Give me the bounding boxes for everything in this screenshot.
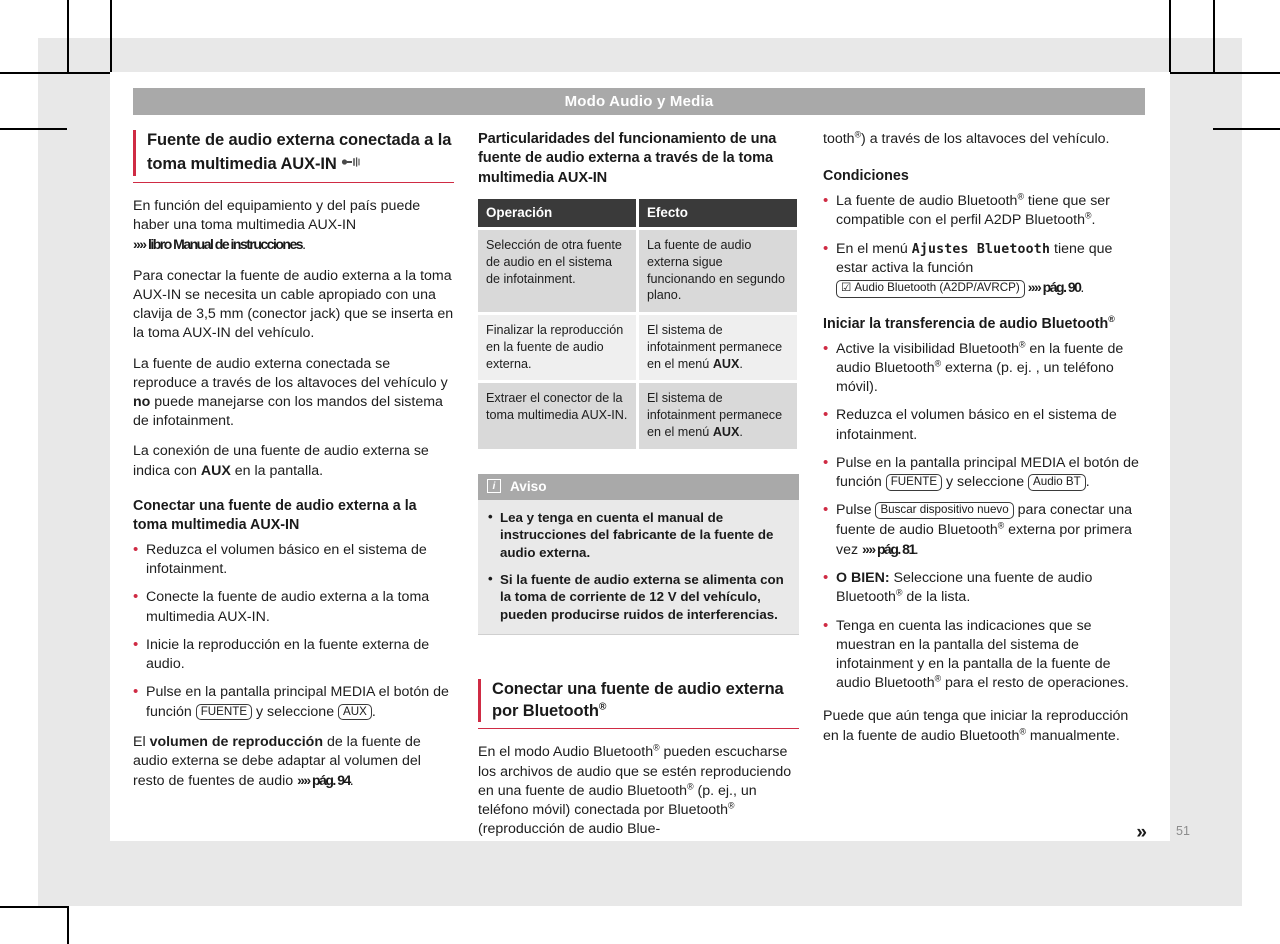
list-item: • Conecte la fuente de audio externa a la toma multimedia AUX-IN. [133,588,454,626]
cross-reference-pag-94[interactable]: »» pág. 94 [297,772,350,789]
running-header [133,88,1145,115]
chip-audio-bluetooth-checkbox[interactable]: ☑ Audio Bluetooth (A2DP/AVRCP) [836,280,1025,298]
paragraph-volume-adapt-end: . [349,773,354,790]
table-header-row [478,199,797,227]
paragraph-aux-indicator [133,442,454,480]
condition-menu-end: . [1080,280,1085,297]
list-item: • Lea y tenga en cuenta el manual de instrucciones del fabricante de la fuente de audio externa. [488,509,789,562]
table-cell-operacion: Selección de otra fuente de audio en el sistema de infotainment. [478,230,636,312]
paragraph-aux-availability [133,197,454,256]
paragraph-cable-requirements: Para conectar la fuente de audio externa a la toma AUX-IN se necesita un cable apropiado con una clavija de 3,5 mm (conector jack) que se inserta en la toma AUX-IN del vehículo. [133,267,454,342]
conditions-list [823,192,1144,299]
paragraph-manual-playback: Puede que aún tenga que iniciar la reproducción en la fuente de audio Bluetooth® manualmente. [823,708,1129,744]
step-search-device-a: Pulse [836,502,876,519]
heading-particularidades: Particularidades del funcionamiento de una fuente de audio externa a través de la toma multimedia AUX-IN [478,131,777,186]
emphasis-o-bien: O BIEN: [836,570,890,587]
step-select-from-list: Seleccione una fuente de audio Bluetooth® de la lista. [836,570,1093,606]
note-items [488,509,789,624]
transfer-steps-list [823,340,1144,694]
paragraph-playback-speakers-a: La fuente de audio externa conectada se reproduce a través de los altavoces del vehículo y [133,355,448,391]
column-three [823,130,1144,851]
section-heading-aux-in [133,130,454,176]
list-item: • Inicie la reproducción en la fuente externa de audio. [133,636,454,674]
paragraph-volume-adapt-b: de la fuente de audio externa se debe adaptar al volumen del resto de fuentes de audio [133,733,421,790]
section-heading-bluetooth-rule [478,728,799,729]
condition-menu-b: tiene que estar activa la función [836,240,1113,276]
crop-mark-top-right-horizontal [1170,72,1280,74]
list-item: • Si la fuente de audio externa se alimenta con la toma de corriente de 12 V del vehículo, pueden producirse ruidos de interferencias. [488,571,789,624]
crop-mark-left-second-horizontal [0,128,67,130]
table-cell-efecto: El sistema de infotainment permanece en el menú AUX. [639,383,797,448]
section-heading-bluetooth-text: Conectar una fuente de audio externa por Bluetooth [492,679,784,720]
list-item [823,240,1144,299]
table-header-efecto: Efecto [639,199,797,227]
table-cell-operacion: Finalizar la reproducción en la fuente de audio externa. [478,315,636,380]
list-item: • Tenga en cuenta las indicaciones que se muestran en la pantalla del sistema de infotainment y en la pantalla de la fuente de audio Bluetooth® para el resto de operaciones. [823,617,1144,694]
registered-mark: ® [598,701,607,713]
paragraph-bluetooth-continuation: tooth®) a través de los altavoces del vehículo. [823,129,1110,147]
table-header-operacion: Operación [478,199,636,227]
operation-effect-table [475,196,800,451]
step-press-media-b: y seleccione [252,703,339,720]
crop-mark-top-left-vertical [67,0,69,72]
column-one [133,130,454,851]
note-body [478,500,799,634]
crop-mark-bottom-left-horizontal [0,906,67,908]
table-row [478,230,797,312]
list-item: • La fuente de audio Bluetooth® tiene que ser compatible con el perfil A2DP Bluetooth®. [823,192,1144,230]
list-item: • Reduzca el volumen básico en el sistema de infotainment. [823,406,1144,444]
section-heading-rule [133,182,454,183]
chip-fuente-button[interactable]: FUENTE [196,704,252,721]
table-cell-efecto-text: El sistema de infotainment permanece en el menú [647,323,783,371]
crop-mark-bottom-left-vertical [67,906,69,944]
note-box-aviso [478,474,799,635]
crop-mark-left-upper-vertical [110,0,112,72]
table-cell-efecto-bold: AUX [712,356,740,371]
paragraph-volume-adapt-a: El [133,733,150,750]
menu-name-ajustes-bluetooth: Ajustes Bluetooth [911,241,1051,257]
paragraph-playback-speakers-b: puede manejarse con los mandos del sistema de infotainment. [133,393,443,430]
cross-reference-pag-90[interactable]: »» pág. 90 [1027,279,1081,296]
step-press-media-a: Pulse en la pantalla principal MEDIA el botón de función [146,684,449,720]
heading-iniciar-transferencia [823,315,1144,334]
list-item [823,569,1144,607]
table-cell-efecto-text: El sistema de infotainment permanece en el menú [647,391,783,439]
paragraph-aux-availability-text: En función del equipamiento y del país puede haber una toma multimedia AUX-IN [133,197,421,234]
cross-reference-pag-81[interactable]: »» pág. 81 [862,540,915,557]
emphasis-no: no [133,393,151,410]
paragraph-volume-adapt [133,733,454,792]
step-search-device-c: . [914,541,919,558]
emphasis-volumen-reproduccion: volumen de reproducción [149,733,323,750]
step-press-media-bt-c: . [1085,474,1090,491]
paragraph-playback-speakers [133,355,454,432]
continuation-marker: » [1136,822,1144,843]
registered-mark: ® [1108,313,1115,324]
crop-mark-right-upper-vertical [1169,0,1171,72]
note-header [478,474,799,500]
crop-mark-top-right-vertical [1213,0,1215,72]
paragraph-aux-indicator-b: en la pantalla. [230,462,324,479]
step-press-media-bt-a: Pulse en la pantalla principal MEDIA el botón de función [836,454,1139,491]
list-item: • Reduzca el volumen básico en el sistema de infotainment. [133,541,454,579]
section-heading-bluetooth [478,679,799,723]
info-icon: i [487,479,501,493]
aux-jack-icon [341,152,361,174]
chip-fuente-button[interactable]: FUENTE [886,474,942,491]
section-heading-aux-in-text: Fuente de audio externa conectada a la toma multimedia AUX-IN [147,131,452,173]
table-cell-efecto: El sistema de infotainment permanece en el menú AUX. [639,315,797,380]
page-number: 51 [1176,824,1190,838]
chip-audio-bt-button[interactable]: Audio BT [1028,474,1086,491]
paragraph-aux-availability-end: . [302,237,307,254]
column-two [478,130,799,851]
step-search-device-b: para conectar una fuente de audio Bluetooth® externa por primera vez [836,502,1132,558]
running-header-title: Modo Audio y Media [564,93,714,110]
condition-menu-a: En el menú [836,240,912,257]
table-cell-efecto [639,230,797,312]
list-item [823,501,1144,560]
table-cell-efecto-bold: AUX [712,424,740,439]
crop-mark-right-second-horizontal [1213,128,1280,130]
crop-mark-top-left-horizontal [0,72,110,74]
step-press-media-bt-b: y seleccione [942,474,1029,491]
page-columns [133,130,1145,851]
list-item [823,454,1144,492]
table-cell-efecto-text: La fuente de audio externa sigue funcionando en segundo plano. [647,238,785,303]
table-cell-operacion: Extraer el conector de la toma multimedia AUX-IN. [478,383,636,448]
chip-buscar-dispositivo-nuevo-button[interactable]: Buscar dispositivo nuevo [875,502,1013,519]
table-row [478,315,797,380]
emphasis-aux: AUX [200,462,231,479]
step-press-media-c: . [371,703,376,720]
list-item [133,683,454,721]
cross-reference-manual[interactable]: »» libro Manual de instrucciones [133,236,303,253]
heading-condiciones: Condiciones [823,168,909,185]
chip-aux-button[interactable]: AUX [338,704,372,721]
paragraph-bluetooth-intro: En el modo Audio Bluetooth® pueden escucharse los archivos de audio que se estén reproduciendo en una fuente de audio Bluetooth® (p. ej., un teléfono móvil) conectada por Bluetooth® (reproducción de audio Blue- [478,742,792,838]
table-row [478,383,797,448]
paragraph-aux-indicator-a: La conexión de una fuente de audio externa se indica con [133,443,429,479]
note-title: Aviso [510,478,547,494]
list-item: • Active la visibilidad Bluetooth® en la fuente de audio Bluetooth® externa (p. ej. , un teléfono móvil). [823,340,1144,398]
subheading-connect-aux: Conectar una fuente de audio externa a la toma multimedia AUX-IN [133,497,417,533]
steps-list-aux [133,541,454,722]
heading-iniciar-transferencia-text: Iniciar la transferencia de audio Bluetooth [823,315,1109,332]
